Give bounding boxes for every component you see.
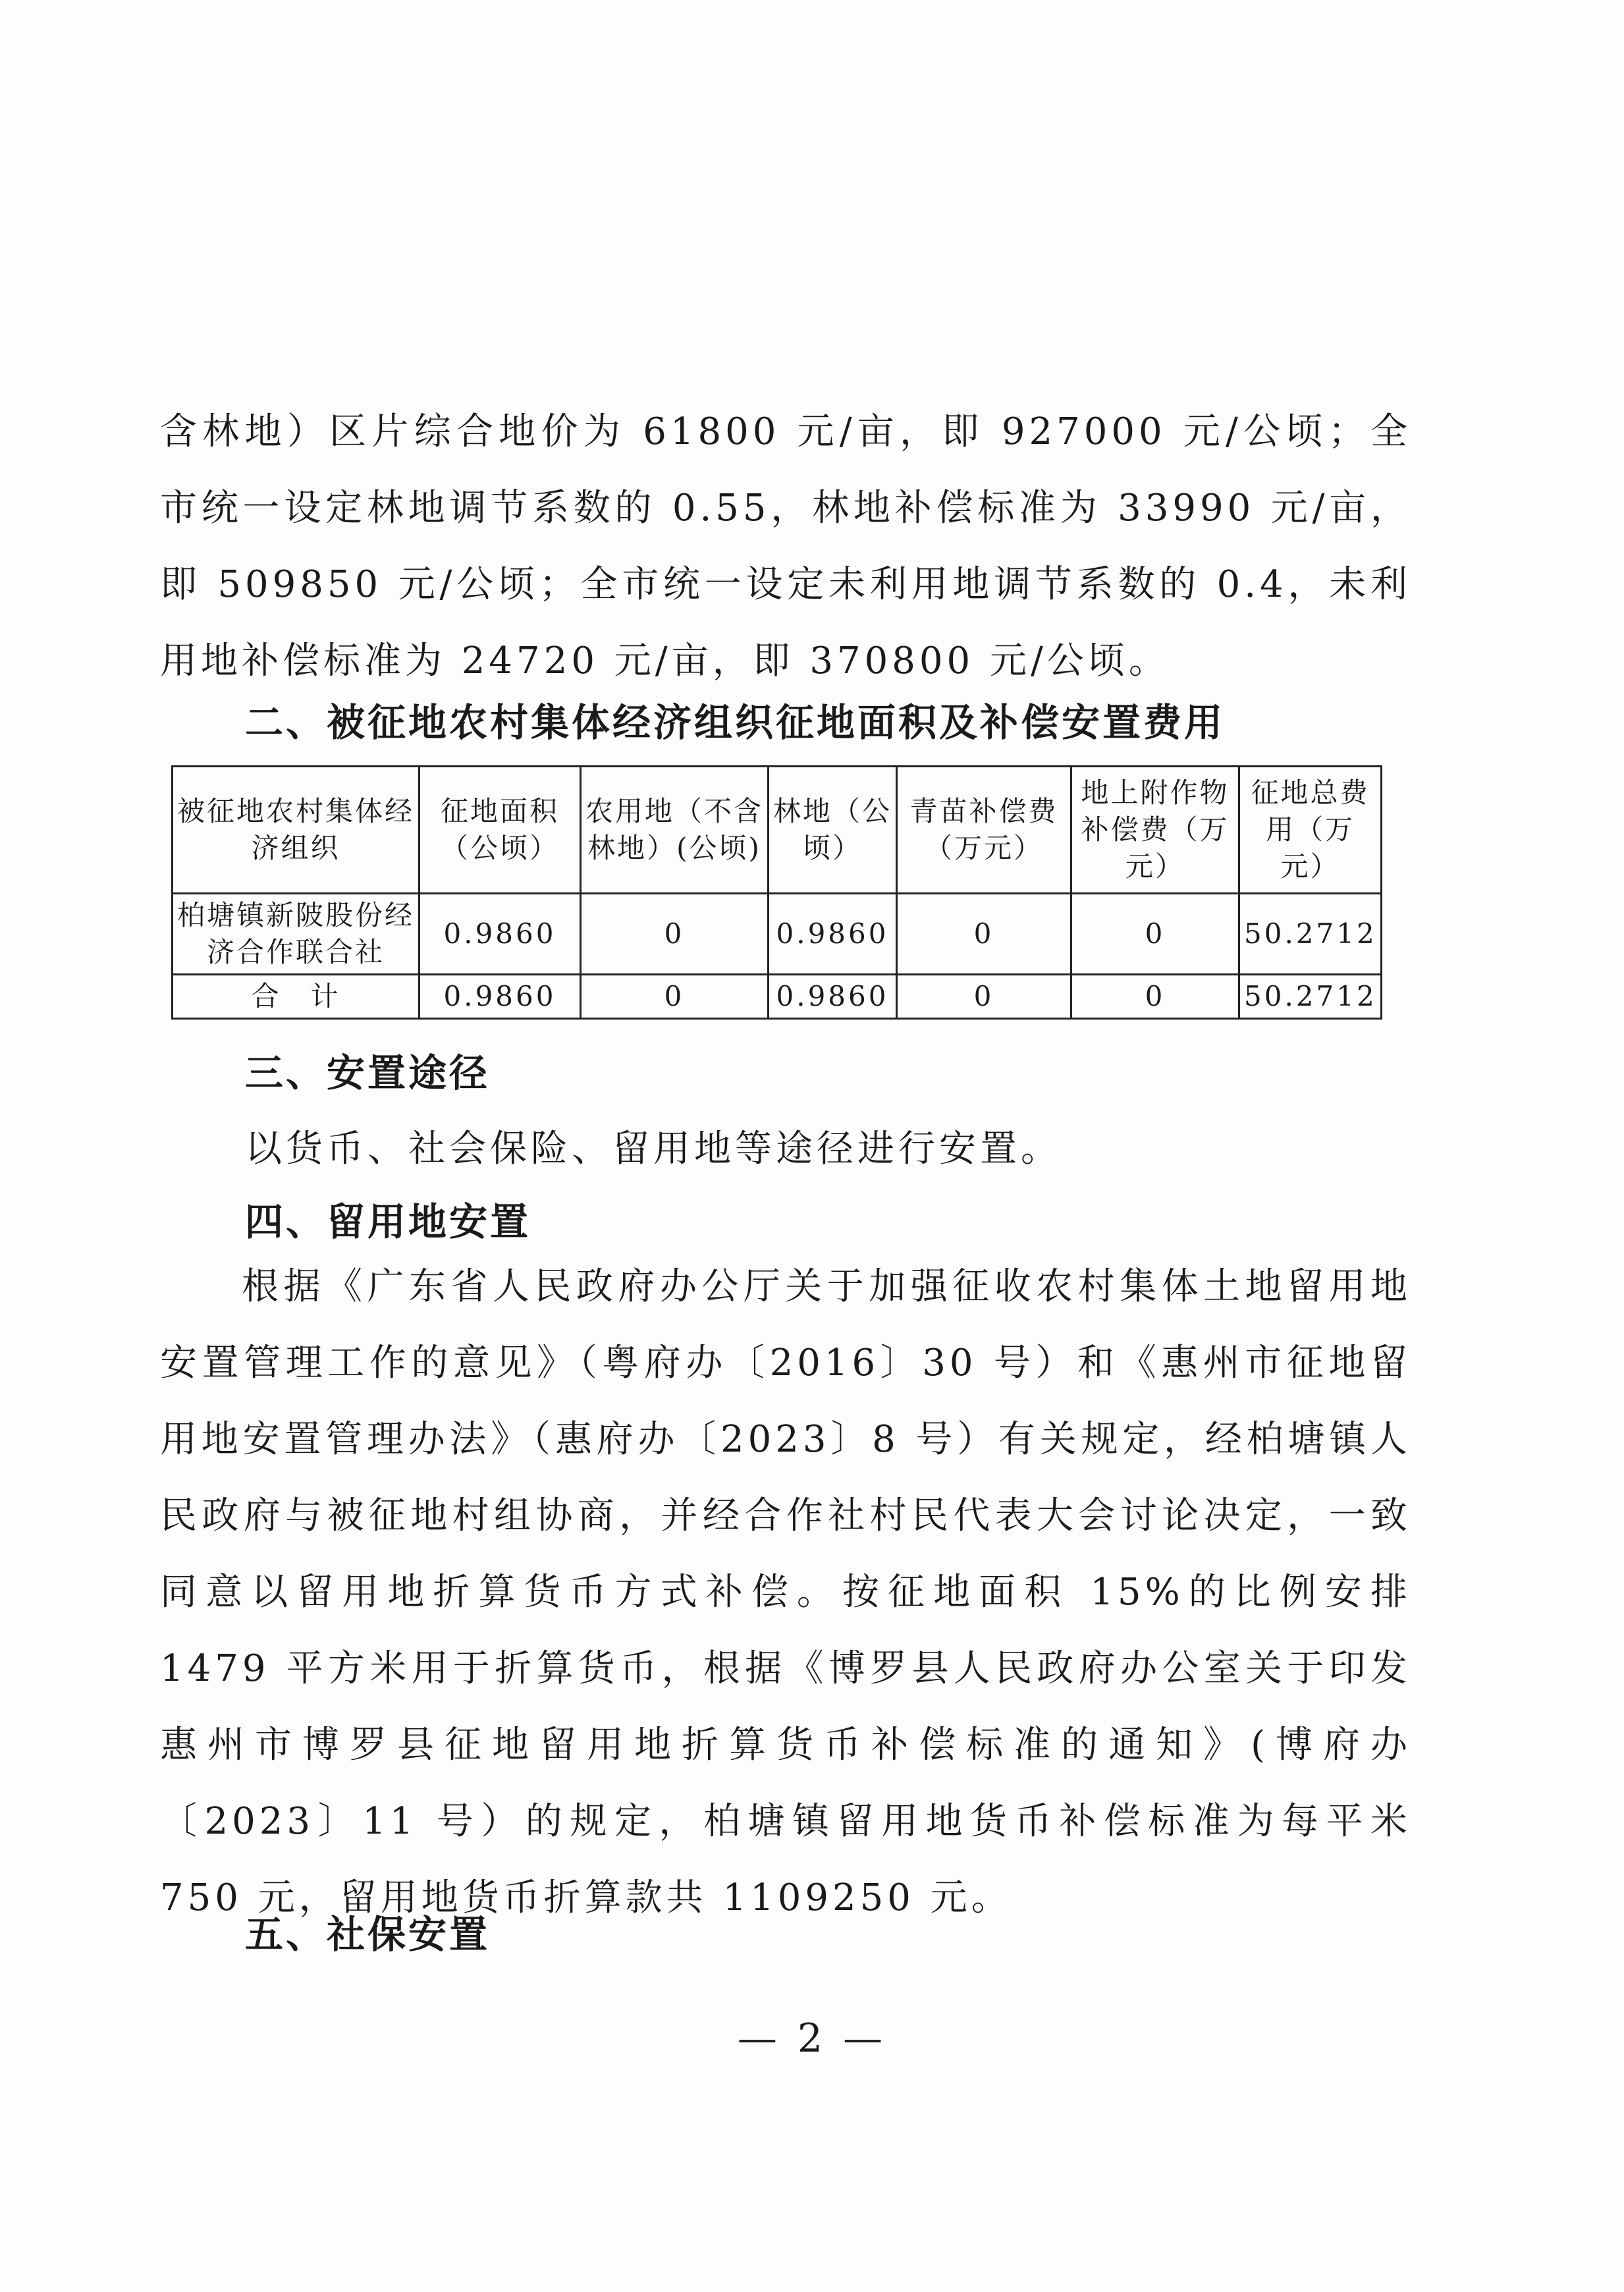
table-total-row [173,975,1382,1019]
compensation-table [171,765,1382,1020]
table-cell: 0.9860 [769,975,897,1019]
section5-heading: 五、社保安置 [245,1912,491,1957]
table-header-cell: 被征地农村集体经济组织 [173,767,420,894]
table-cell-org: 柏塘镇新陂股份经济合作联合社 [173,894,420,975]
table-header-cell: 青苗补偿费（万元） [897,767,1071,894]
table-cell-total-label: 合 计 [173,975,420,1019]
table-cell: 0.9860 [420,975,581,1019]
table-header-row [173,767,1382,894]
table-cell: 0.9860 [420,894,581,975]
table-cell: 0 [897,975,1071,1019]
section3-heading: 三、安置途径 [245,1050,491,1095]
intro-paragraph: 含林地）区片综合地价为 61800 元/亩，即 927000 元/公顷；全市统一设定林地调节系数的 0.55，林地补偿标准为 33990 元/亩，即 509850 元/公顷；全市统一设定未利用地调节系数的 0.4，未利用地补偿标准为 24720 元/亩，即 370800 元/公顷。 [160,410,1411,682]
section2-heading: 二、被征地农村集体经济组织征地面积及补偿安置费用 [245,700,1226,745]
section4-heading: 四、留用地安置 [245,1199,531,1244]
table-header-cell: 地上附作物补偿费（万元） [1071,767,1239,894]
table-cell: 0.9860 [769,894,897,975]
table-cell: 0 [1071,975,1239,1019]
section4-paragraph: 根据《广东省人民政府办公厅关于加强征收农村集体土地留用地安置管理工作的意见》（粤府办〔2016〕30 号）和《惠州市征地留用地安置管理办法》（惠府办〔2023〕8 号）有关规定，经柏塘镇人民政府与被征地村组协商，并经合作社村民代表大会讨论决定，一致同意以留用地折算货币方式补偿。按征地面积 15%的比例安排 1479 平方米用于折算货币，根据《博罗县人民政府办公室关于印发惠州市博罗县征地留用地折算货币补偿标准的通知》(博府办〔2023〕11 号）的规定，柏塘镇留用地货币补偿标准为每平米 750 元，留用地货币折算款共 1109250 元。 [160,1265,1411,1919]
table-row [173,894,1382,975]
table-header-cell: 林地（公顷） [769,767,897,894]
table-cell: 50.2712 [1239,975,1382,1019]
table-cell: 0 [581,894,769,975]
table-cell: 0 [897,894,1071,975]
table-header-cell: 农用地（不含林地）(公顷) [581,767,769,894]
table-header-cell: 征地总费用（万元） [1239,767,1382,894]
table-header-cell: 征地面积（公顷） [420,767,581,894]
page-number: — 2 — [737,2015,887,2061]
section3-text: 以货币、社会保险、留用地等途径进行安置。 [245,1128,1062,1170]
table-cell: 50.2712 [1239,894,1382,975]
table-cell: 0 [1071,894,1239,975]
table-cell: 0 [581,975,769,1019]
